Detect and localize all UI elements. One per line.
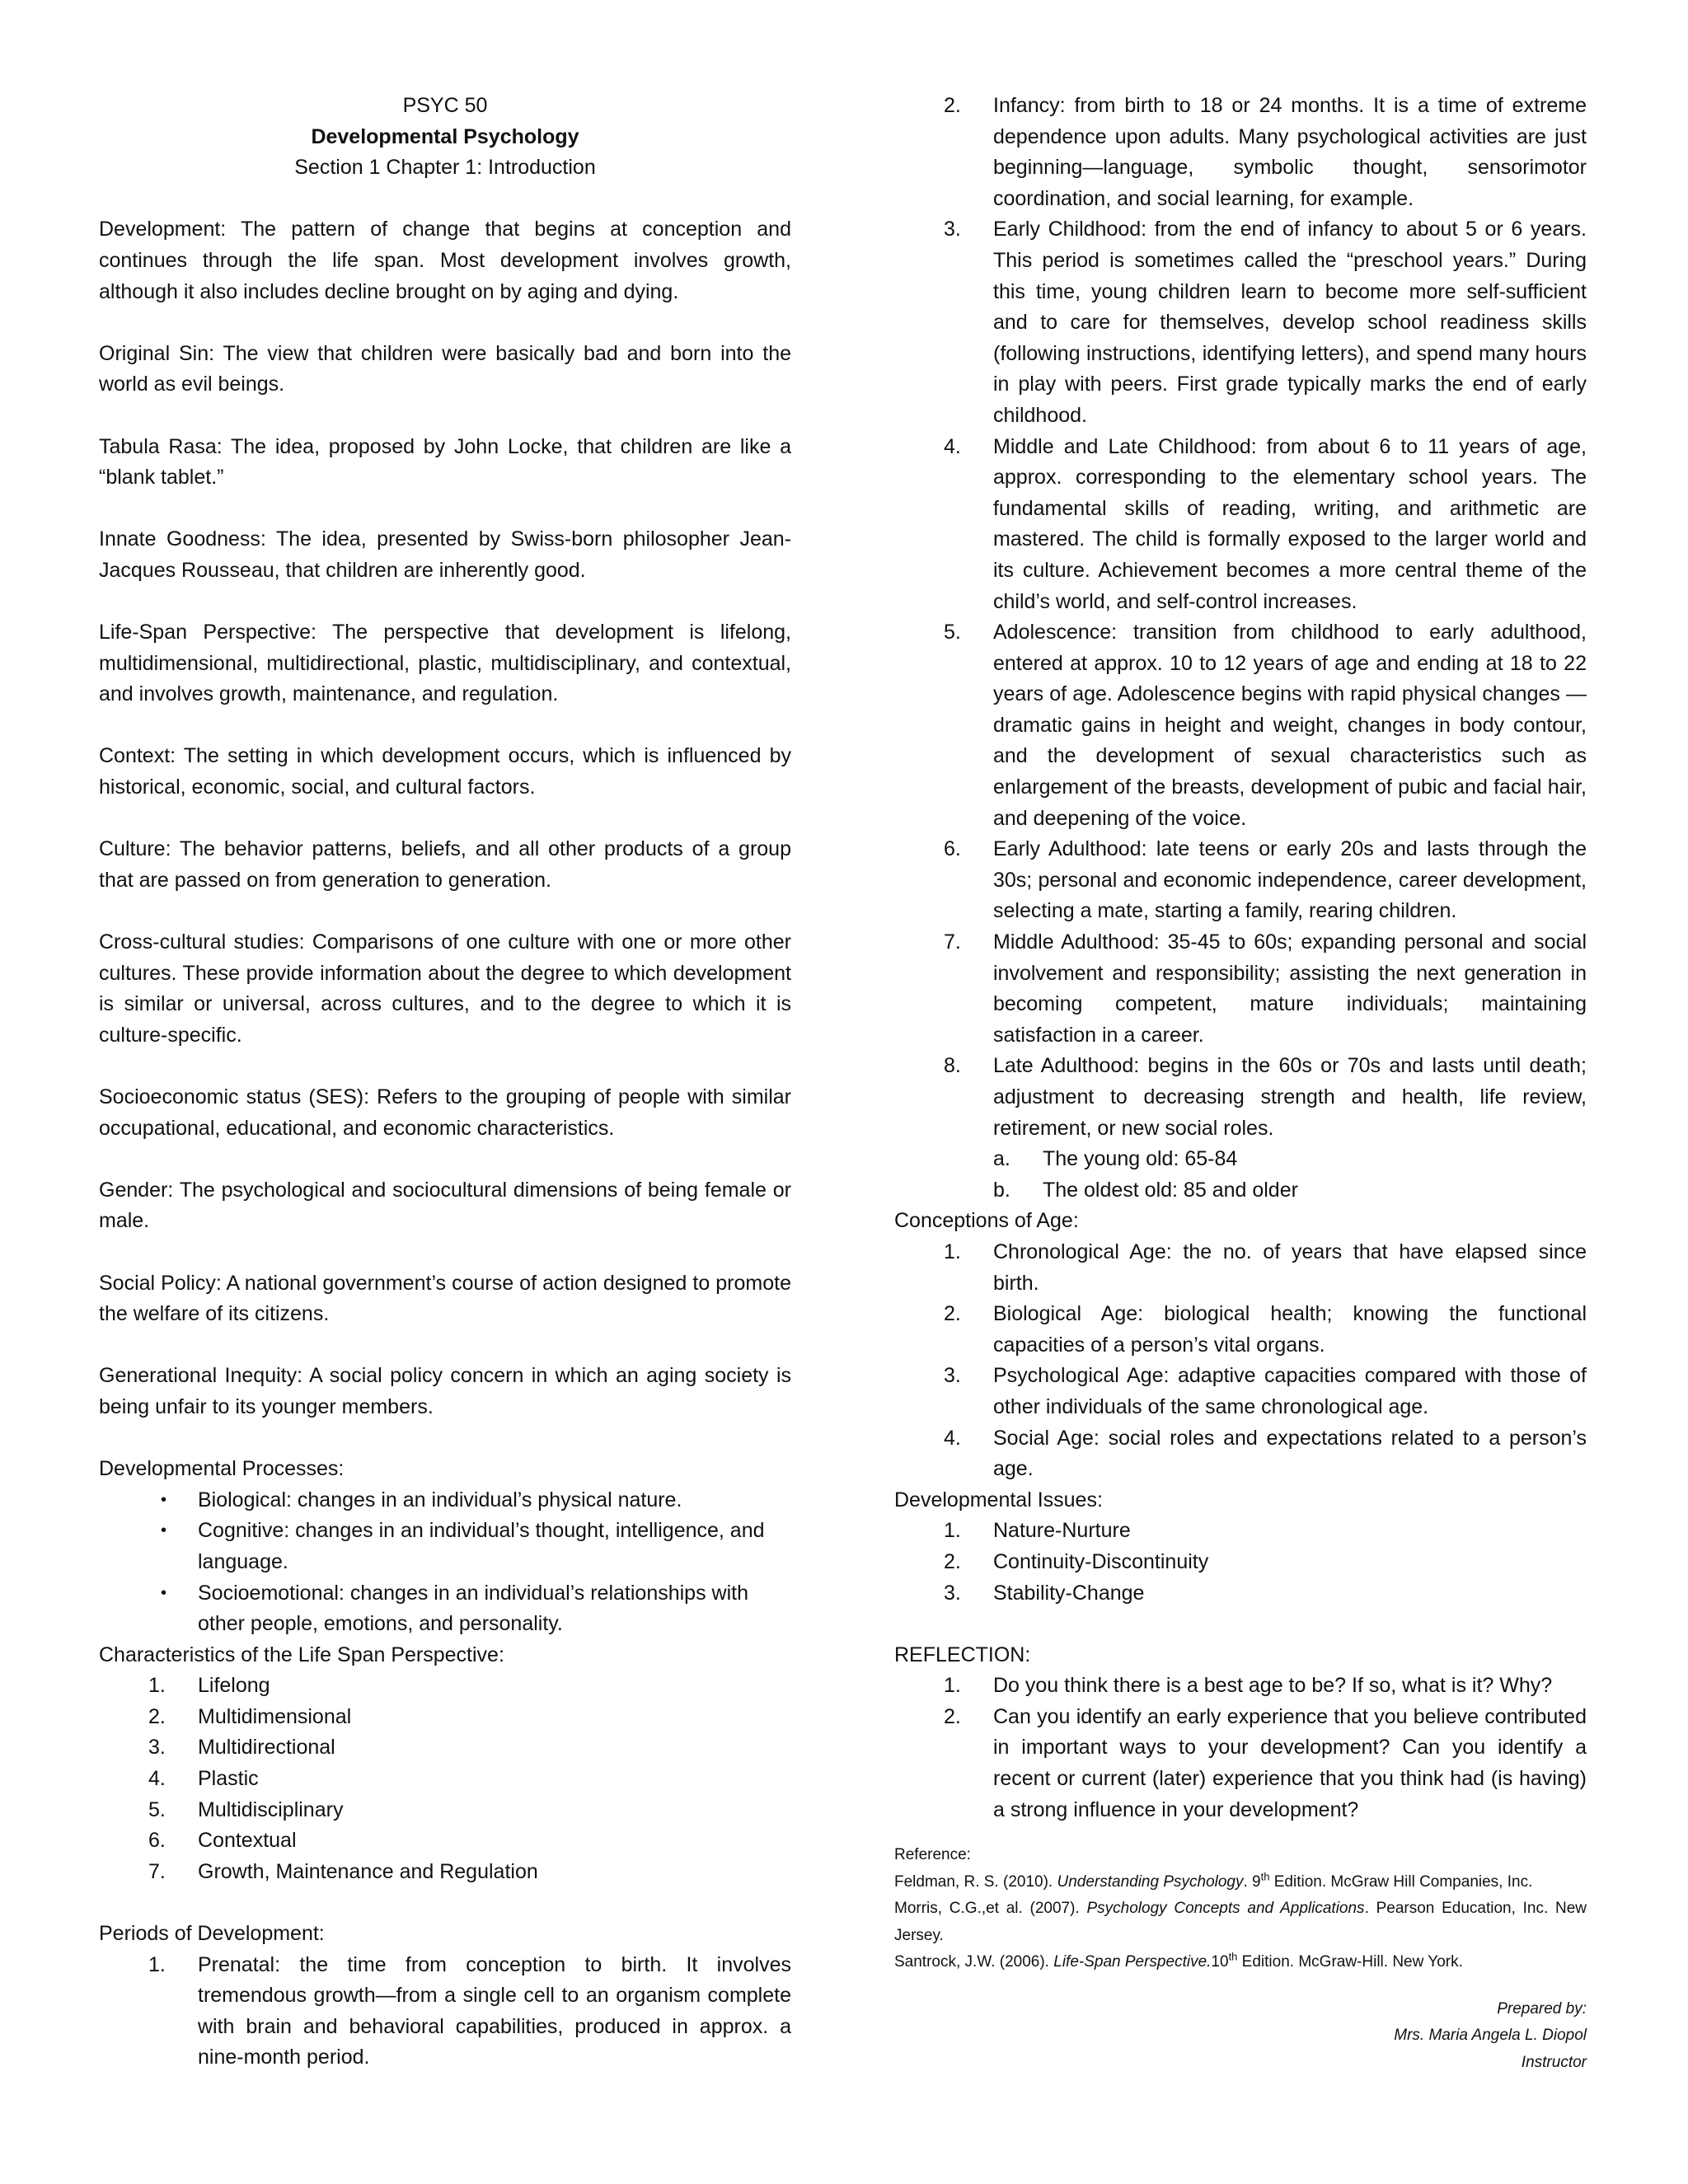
issues-heading: Developmental Issues: xyxy=(894,1488,1103,1511)
definition-context: Context: The setting in which development occurs, which is influenced by historical, economic, social, and cultural factors. xyxy=(99,744,791,799)
conceptions-heading: Conceptions of Age: xyxy=(894,1209,1079,1233)
list-item: 2. Biological Age: biological health; knowing the functional capacities of a person’s vital organs. xyxy=(944,1302,1587,1357)
reflection-list xyxy=(894,1671,1587,1825)
list-item: • Socioemotional: changes in an individual’s relationships with other people, emotions, and personality. xyxy=(99,1578,791,1640)
list-item: 2. Multidimensional xyxy=(148,1704,352,1728)
bullet-icon: • xyxy=(161,1490,167,1509)
list-item: 7. Middle Adulthood: 35-45 to 60s; expanding personal and social involvement and responsibility; assisting the next generation in becoming competent, mature individuals; maintaining satisfaction in a career. xyxy=(944,930,1587,1047)
list-item: 1. Chronological Age: the no. of years that have elapsed since birth. xyxy=(944,1240,1587,1295)
list-item: 3. Stability-Change xyxy=(944,1581,1145,1605)
definition-ses: Socioeconomic status (SES): Refers to the grouping of people with similar occupational, educational, and economic characteristics. xyxy=(99,1085,791,1140)
definition-gender: Gender: The psychological and sociocultural dimensions of being female or male. xyxy=(99,1178,791,1233)
issues-list xyxy=(894,1516,1587,1609)
definition-life-span-perspective: Life-Span Perspective: The perspective that development is lifelong, multidimensional, multidirectional, plastic, multidisciplinary, and contextual, and involves growth, maintenance, and regulation. xyxy=(99,621,791,706)
prepared-by-label: Prepared by: xyxy=(1497,1999,1587,2018)
list-item: 2. Continuity-Discontinuity xyxy=(944,1549,1209,1573)
instructor-name: Mrs. Maria Angela L. Diopol xyxy=(1394,2027,1587,2045)
list-item: • Cognitive: changes in an individual’s thought, intelligence, and language. xyxy=(99,1516,791,1577)
course-title: Developmental Psychology xyxy=(311,124,579,148)
processes-list xyxy=(99,1485,791,1640)
list-item: 4. Plastic xyxy=(148,1767,259,1791)
list-item: a. The young old: 65-84 xyxy=(993,1147,1238,1171)
right-column xyxy=(894,91,1587,2076)
list-item: • Biological: changes in an individual’s physical nature. xyxy=(99,1485,791,1516)
definition-culture: Culture: The behavior patterns, beliefs, and all other products of a group that are passed on from generation to generation. xyxy=(99,837,791,892)
characteristics-list xyxy=(99,1671,791,1887)
list-item: 2. Infancy: from birth to 18 or 24 months. It is a time of extreme dependence upon adults. Many psychological activities are just beginning—language, symbolic thought, sensorimotor coordination, and social learning, for example. xyxy=(944,94,1587,210)
list-item: 1. Prenatal: the time from conception to birth. It involves tremendous growth—from a single cell to an organism complete with brain and behavioral capabilities, produced in approx. a nine-month period. xyxy=(148,1952,791,2069)
definition-cross-cultural-studies: Cross-cultural studies: Comparisons of one culture with one or more other cultures. These provide information about the degree to which development is similar or universal, across cultures, and to the degree to which it is culture-specific. xyxy=(99,930,791,1047)
list-item: 8. Late Adulthood: begins in the 60s or 70s and lasts until death; adjustment to decreasing strength and health, life review, retirement, or new social roles. xyxy=(944,1054,1587,1140)
list-item: 6. Early Adulthood: late teens or early 20s and lasts through the 30s; personal and economic independence, career development, selecting a mate, starting a family, rearing children. xyxy=(944,837,1587,923)
course-code: PSYC 50 xyxy=(402,94,488,117)
left-column xyxy=(99,91,791,2074)
signature-block xyxy=(894,1996,1587,2077)
list-item: 4. Middle and Late Childhood: from about 6 to 11 years of age, approx. corresponding to the elementary school years. The fundamental skills of reading, writing, and arithmetic are mastered. The child is formally exposed to the larger world and its culture. Achievement becomes a more central theme of the child’s world, and self-control increases. xyxy=(944,434,1587,613)
conceptions-list xyxy=(894,1237,1587,1485)
periods-heading: Periods of Development: xyxy=(99,1922,325,1946)
bullet-icon: • xyxy=(161,1521,167,1540)
late-adulthood-sublist xyxy=(894,1144,1587,1206)
definition-development: Development: The pattern of change that begins at conception and continues through the life span. Most development involves growth, although it also includes decline brought on by aging and dying. xyxy=(99,218,791,303)
definition-social-policy: Social Policy: A national government’s course of action designed to promote the welfare of its citizens. xyxy=(99,1271,791,1326)
list-item: 5. Multidisciplinary xyxy=(148,1797,344,1821)
list-item: 1. Do you think there is a best age to be? If so, what is it? Why? xyxy=(944,1674,1553,1698)
periods-list-part1 xyxy=(99,1950,791,2074)
list-item: 1. Lifelong xyxy=(148,1674,270,1698)
list-item: 4. Social Age: social roles and expectations related to a person’s age. xyxy=(944,1426,1587,1481)
reference-item: Morris, C.G.,et al. (2007). Psychology Concepts and Applications. Pearson Education, Inc. New Jersey. xyxy=(894,1900,1587,1944)
definition-tabula-rasa: Tabula Rasa: The idea, proposed by John Locke, that children are like a “blank tablet.” xyxy=(99,434,791,490)
list-item: 6. Contextual xyxy=(148,1829,297,1853)
definition-innate-goodness: Innate Goodness: The idea, presented by Swiss-born philosopher Jean-Jacques Rousseau, that children are inherently good. xyxy=(99,527,791,582)
definition-generational-inequity: Generational Inequity: A social policy concern in which an aging society is being unfair to its younger members. xyxy=(99,1364,791,1418)
list-item: 5. Adolescence: transition from childhood to early adulthood, entered at approx. 10 to 12 years of age and ending at 18 to 22 years of age. Adolescence begins with rapid physical changes — dramatic gains in height and weight, changes in body contour, and the development of sexual characteristics such as enlargement of the breasts, development of pubic and facial hair, and deepening of the voice. xyxy=(944,621,1587,830)
instructor-role: Instructor xyxy=(1521,2053,1587,2071)
references-heading: Reference: xyxy=(894,1846,971,1864)
periods-list-part2 xyxy=(894,91,1587,1144)
section-title: Section 1 Chapter 1: Introduction xyxy=(294,156,596,180)
list-item: b. The oldest old: 85 and older xyxy=(993,1178,1298,1202)
list-item: 3. Psychological Age: adaptive capacities compared with those of other individuals of the same chronological age. xyxy=(944,1364,1587,1418)
list-item: 7. Growth, Maintenance and Regulation xyxy=(148,1859,538,1883)
definition-original-sin: Original Sin: The view that children were basically bad and born into the world as evil beings. xyxy=(99,341,791,396)
reflection-heading: REFLECTION: xyxy=(894,1643,1031,1666)
list-item: 3. Early Childhood: from the end of infancy to about 5 or 6 years. This period is sometimes called the “preschool years.” During this time, young children learn to become more self-sufficient and to care for themselves, develop school readiness skills (following instructions, identifying letters), and spend many hours in play with peers. First grade typically marks the end of early childhood. xyxy=(944,218,1587,427)
list-item: 3. Multidirectional xyxy=(148,1736,335,1760)
processes-heading: Developmental Processes: xyxy=(99,1457,345,1481)
bullet-icon: • xyxy=(161,1583,167,1602)
list-item: 2. Can you identify an early experience that you believe contributed in important ways to your development? Can you identify a recent or current (later) experience that you think had (is having) a strong influence in your development? xyxy=(944,1704,1587,1821)
list-item: 1. Nature-Nurture xyxy=(944,1519,1131,1543)
reference-item: Santrock, J.W. (2006). Life-Span Perspective.10th Edition. McGraw-Hill. New York. xyxy=(894,1950,1463,1971)
reference-item: Feldman, R. S. (2010). Understanding Psychology. 9th Edition. McGraw Hill Companies, Inc. xyxy=(894,1870,1533,1891)
characteristics-heading: Characteristics of the Life Span Perspective: xyxy=(99,1643,504,1666)
references xyxy=(894,1842,1587,1976)
document-header xyxy=(99,91,791,184)
